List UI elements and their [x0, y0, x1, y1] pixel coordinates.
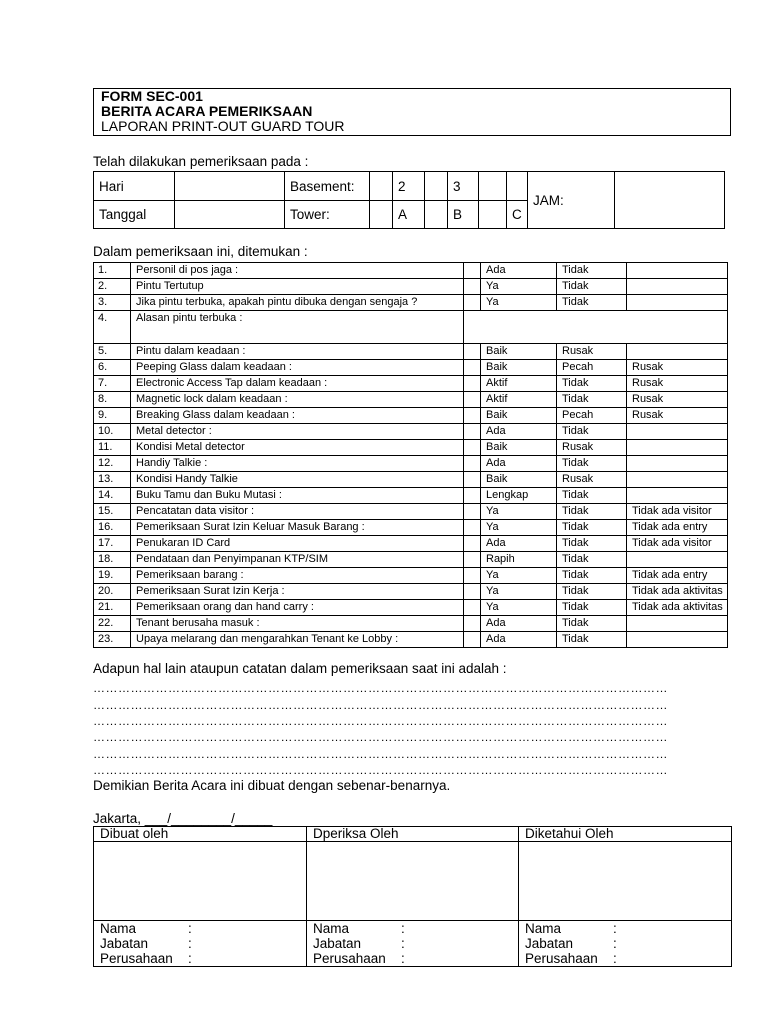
checklist-row — [94, 632, 728, 648]
note-line[interactable]: ………………………………………………………………………………………………………………………… — [93, 763, 668, 777]
checklist-number: 8. — [94, 392, 131, 408]
checklist-option-3[interactable]: Tidak ada visitor — [627, 504, 728, 520]
checklist-option-2[interactable]: Tidak — [557, 376, 627, 392]
checklist-option-3[interactable]: Tidak ada entry — [627, 520, 728, 536]
note-line[interactable]: ………………………………………………………………………………………………………………………… — [93, 698, 668, 712]
checklist-option-2[interactable]: Tidak — [557, 263, 627, 279]
checklist-check-box[interactable] — [464, 456, 481, 472]
signature-field-perusahaan[interactable]: Perusahaan : — [519, 951, 732, 967]
note-line[interactable]: ………………………………………………………………………………………………………………………… — [93, 681, 668, 695]
checklist-number: 17. — [94, 536, 131, 552]
checklist-row — [94, 584, 728, 600]
checklist-option-1[interactable]: Ada — [481, 632, 557, 648]
checklist-number: 5. — [94, 344, 131, 360]
checklist-option-1[interactable]: Lengkap — [481, 488, 557, 504]
checklist-item: Electronic Access Tap dalam keadaan : — [131, 376, 464, 392]
checklist-option-2[interactable]: Rusak — [557, 344, 627, 360]
checklist-number: 11. — [94, 440, 131, 456]
checklist-number: 4. — [94, 311, 131, 344]
hari-field[interactable] — [175, 172, 285, 201]
checklist-item: Penukaran ID Card — [131, 536, 464, 552]
checklist-row — [94, 408, 728, 424]
checklist-check-box[interactable] — [464, 263, 481, 279]
basement-option-2: 2 — [393, 172, 425, 201]
checklist-item: Pintu Tertutup — [131, 279, 464, 295]
checklist-item: Jika pintu terbuka, apakah pintu dibuka dengan sengaja ? — [131, 295, 464, 311]
checklist-option-2[interactable]: Tidak — [557, 488, 627, 504]
checklist-item: Tenant berusaha masuk : — [131, 616, 464, 632]
checklist-check-box[interactable] — [464, 584, 481, 600]
checklist-number: 16. — [94, 520, 131, 536]
checklist-row — [94, 440, 728, 456]
checklist-option-2[interactable]: Tidak — [557, 295, 627, 311]
tower-option-c: C — [507, 201, 528, 229]
signature-field-jabatan[interactable]: Jabatan : — [519, 936, 732, 951]
checklist-option-3[interactable]: Tidak ada aktivitas — [627, 600, 728, 616]
checklist-check-box[interactable] — [464, 536, 481, 552]
tower-option-a: A — [393, 201, 425, 229]
signature-field-jabatan[interactable]: Jabatan : — [94, 936, 307, 951]
basement-label: Basement: — [285, 172, 370, 201]
checklist-check-box[interactable] — [464, 408, 481, 424]
checklist-item: Kondisi Metal detector — [131, 440, 464, 456]
checklist-option-3[interactable]: Tidak ada aktivitas — [627, 584, 728, 600]
checklist-option-3[interactable] — [627, 456, 728, 472]
checklist-check-box[interactable] — [464, 488, 481, 504]
signature-field-nama[interactable]: Nama : — [307, 921, 519, 937]
signature-header-acknowledged: Diketahui Oleh — [519, 827, 732, 842]
checklist-item: Peeping Glass dalam keadaan : — [131, 360, 464, 376]
checklist-number: 10. — [94, 424, 131, 440]
checklist-check-box[interactable] — [464, 440, 481, 456]
checklist-row — [94, 552, 728, 568]
checklist-number: 9. — [94, 408, 131, 424]
checklist-check-box[interactable] — [464, 616, 481, 632]
checklist-item: Alasan pintu terbuka : — [131, 311, 464, 344]
schedule-table — [93, 171, 725, 229]
checklist-number: 14. — [94, 488, 131, 504]
checklist-number: 21. — [94, 600, 131, 616]
checklist-check-box[interactable] — [464, 472, 481, 488]
signature-field-jabatan[interactable]: Jabatan : — [307, 936, 519, 951]
checklist-row — [94, 616, 728, 632]
checklist-reason-field[interactable] — [464, 311, 728, 344]
checklist-item: Personil di pos jaga : — [131, 263, 464, 279]
checklist-option-1[interactable]: Ada — [481, 263, 557, 279]
form-subtitle: LAPORAN PRINT-OUT GUARD TOUR — [101, 118, 345, 134]
note-line[interactable]: ………………………………………………………………………………………………………………………… — [93, 730, 668, 744]
note-line[interactable]: ………………………………………………………………………………………………………………………… — [93, 747, 668, 761]
closing-text: Demikian Berita Acara ini dibuat dengan sebenar-benarnya. — [93, 778, 451, 793]
checklist-option-3[interactable] — [627, 616, 728, 632]
checklist-check-box[interactable] — [464, 376, 481, 392]
checklist-item: Pemeriksaan Surat Izin Kerja : — [131, 584, 464, 600]
tanggal-label: Tanggal — [94, 201, 175, 229]
checklist-check-box[interactable] — [464, 392, 481, 408]
checklist-row — [94, 504, 728, 520]
checklist-option-1[interactable]: Ya — [481, 279, 557, 295]
checklist-item: Magnetic lock dalam keadaan : — [131, 392, 464, 408]
signature-area-checked[interactable] — [307, 842, 519, 921]
checklist-option-3[interactable]: Tidak ada visitor — [627, 536, 728, 552]
checklist-option-3[interactable]: Rusak — [627, 408, 728, 424]
checklist-number: 22. — [94, 616, 131, 632]
checklist-option-3[interactable] — [627, 344, 728, 360]
checklist-row — [94, 488, 728, 504]
checklist-item: Handiy Talkie : — [131, 456, 464, 472]
tower-check-a[interactable] — [425, 201, 448, 229]
signature-field-nama[interactable]: Nama : — [519, 921, 732, 937]
checklist-check-box[interactable] — [464, 552, 481, 568]
checklist-option-1[interactable]: Baik — [481, 472, 557, 488]
checklist-option-3[interactable] — [627, 472, 728, 488]
checklist-option-2[interactable]: Tidak — [557, 552, 627, 568]
checklist-row — [94, 311, 728, 344]
checklist-number: 19. — [94, 568, 131, 584]
checklist-option-1[interactable]: Ya — [481, 584, 557, 600]
checklist-option-2[interactable]: Tidak — [557, 600, 627, 616]
signature-table — [93, 826, 732, 967]
signature-area-acknowledged[interactable] — [519, 842, 732, 921]
checklist-option-2[interactable]: Pecah — [557, 408, 627, 424]
checklist-option-3[interactable] — [627, 440, 728, 456]
tower-option-b: B — [448, 201, 479, 229]
checklist-option-2[interactable]: Rusak — [557, 472, 627, 488]
checklist-item: Pencatatan data visitor : — [131, 504, 464, 520]
checklist-option-1[interactable]: Ya — [481, 504, 557, 520]
checklist-row — [94, 263, 728, 279]
checklist-option-2[interactable]: Rusak — [557, 440, 627, 456]
hari-label: Hari — [94, 172, 175, 201]
basement-check-2[interactable] — [425, 172, 448, 201]
checklist-option-1[interactable]: Aktif — [481, 392, 557, 408]
checklist-row — [94, 536, 728, 552]
checklist-check-box[interactable] — [464, 424, 481, 440]
signature-header-checked: Dperiksa Oleh — [307, 827, 519, 842]
checklist-number: 1. — [94, 263, 131, 279]
checklist-item: Pemeriksaan orang dan hand carry : — [131, 600, 464, 616]
checklist-check-box[interactable] — [464, 632, 481, 648]
checklist-check-box[interactable] — [464, 279, 481, 295]
checklist-row — [94, 520, 728, 536]
basement-option-3: 3 — [448, 172, 479, 201]
checklist-row — [94, 279, 728, 295]
signature-field-perusahaan[interactable]: Perusahaan : — [94, 951, 307, 967]
checklist-number: 13. — [94, 472, 131, 488]
checklist-option-2[interactable]: Tidak — [557, 632, 627, 648]
checklist-check-box[interactable] — [464, 295, 481, 311]
checklist-item: Pemeriksaan Surat Izin Keluar Masuk Barang : — [131, 520, 464, 536]
checklist-option-2[interactable]: Tidak — [557, 392, 627, 408]
checklist-option-3[interactable] — [627, 263, 728, 279]
checklist-check-box[interactable] — [464, 600, 481, 616]
tanggal-field[interactable] — [175, 201, 285, 229]
intro-text: Telah dilakukan pemeriksaan pada : — [93, 154, 309, 169]
checklist-option-1[interactable]: Ya — [481, 520, 557, 536]
checklist-check-box[interactable] — [464, 520, 481, 536]
checklist-option-3[interactable] — [627, 552, 728, 568]
checklist-item: Kondisi Handy Talkie — [131, 472, 464, 488]
checklist-option-1[interactable]: Ada — [481, 536, 557, 552]
basement-check-3[interactable] — [479, 172, 507, 201]
checklist-option-3[interactable]: Rusak — [627, 392, 728, 408]
checklist-number: 2. — [94, 279, 131, 295]
checklist-option-3[interactable] — [627, 488, 728, 504]
tower-check[interactable] — [370, 201, 393, 229]
checklist-option-3[interactable]: Rusak — [627, 376, 728, 392]
checklist-number: 20. — [94, 584, 131, 600]
checklist-option-1[interactable]: Baik — [481, 360, 557, 376]
checklist-option-1[interactable]: Baik — [481, 344, 557, 360]
findings-text: Dalam pemeriksaan ini, ditemukan : — [93, 244, 308, 259]
jam-label: JAM: — [528, 172, 615, 229]
checklist-number: 15. — [94, 504, 131, 520]
place-date[interactable]: Jakarta, ___/________/_____ — [93, 811, 273, 826]
checklist-option-1[interactable]: Ada — [481, 616, 557, 632]
checklist-option-2[interactable]: Tidak — [557, 584, 627, 600]
checklist-option-1[interactable]: Ya — [481, 568, 557, 584]
checklist-option-1[interactable]: Ya — [481, 600, 557, 616]
basement-check[interactable] — [370, 172, 393, 201]
checklist-option-1[interactable]: Ada — [481, 424, 557, 440]
basement-check-4[interactable] — [507, 172, 528, 201]
checklist-item: Pemeriksaan barang : — [131, 568, 464, 584]
checklist-option-3[interactable]: Tidak ada entry — [627, 568, 728, 584]
checklist-item: Breaking Glass dalam keadaan : — [131, 408, 464, 424]
checklist-number: 12. — [94, 456, 131, 472]
checklist-row — [94, 376, 728, 392]
checklist-item: Pendataan dan Penyimpanan KTP/SIM — [131, 552, 464, 568]
checklist-number: 7. — [94, 376, 131, 392]
checklist-item: Metal detector : — [131, 424, 464, 440]
checklist-row — [94, 344, 728, 360]
checklist-item: Pintu dalam keadaan : — [131, 344, 464, 360]
form-title: BERITA ACARA PEMERIKSAAN — [101, 103, 313, 119]
checklist-option-2[interactable]: Tidak — [557, 616, 627, 632]
checklist-option-1[interactable]: Ada — [481, 456, 557, 472]
checklist-row — [94, 456, 728, 472]
checklist-option-3[interactable] — [627, 279, 728, 295]
checklist-row — [94, 360, 728, 376]
checklist-option-2[interactable]: Tidak — [557, 279, 627, 295]
checklist-option-3[interactable] — [627, 424, 728, 440]
checklist-row — [94, 472, 728, 488]
checklist-option-2[interactable]: Tidak — [557, 504, 627, 520]
checklist-option-2[interactable]: Tidak — [557, 424, 627, 440]
checklist-option-1[interactable]: Baik — [481, 408, 557, 424]
checklist-option-1[interactable]: Baik — [481, 440, 557, 456]
checklist-row — [94, 295, 728, 311]
checklist-option-2[interactable]: Pecah — [557, 360, 627, 376]
checklist-item: Buku Tamu dan Buku Mutasi : — [131, 488, 464, 504]
checklist-number: 18. — [94, 552, 131, 568]
checklist-check-box[interactable] — [464, 504, 481, 520]
checklist-option-1[interactable]: Aktif — [481, 376, 557, 392]
checklist-check-box[interactable] — [464, 568, 481, 584]
signature-field-nama[interactable]: Nama : — [94, 921, 307, 937]
checklist-option-2[interactable]: Tidak — [557, 456, 627, 472]
checklist-number: 23. — [94, 632, 131, 648]
checklist-number: 6. — [94, 360, 131, 376]
jam-field[interactable] — [615, 172, 725, 229]
notes-text: Adapun hal lain ataupun catatan dalam pemeriksaan saat ini adalah : — [93, 661, 507, 676]
signature-field-perusahaan[interactable]: Perusahaan : — [307, 951, 519, 967]
checklist-item: Upaya melarang dan mengarahkan Tenant ke Lobby : — [131, 632, 464, 648]
checklist-number: 3. — [94, 295, 131, 311]
checklist-check-box[interactable] — [464, 344, 481, 360]
checklist-check-box[interactable] — [464, 360, 481, 376]
checklist-row — [94, 568, 728, 584]
checklist-row — [94, 600, 728, 616]
tower-check-b[interactable] — [479, 201, 507, 229]
checklist-option-1[interactable]: Ya — [481, 295, 557, 311]
tower-label: Tower: — [285, 201, 370, 229]
checklist-option-3[interactable] — [627, 295, 728, 311]
checklist-option-2[interactable]: Tidak — [557, 520, 627, 536]
checklist-row — [94, 424, 728, 440]
signature-header-created: Dibuat oleh — [94, 827, 307, 842]
checklist-option-1[interactable]: Rapih — [481, 552, 557, 568]
checklist-option-3[interactable] — [627, 632, 728, 648]
checklist-option-3[interactable]: Rusak — [627, 360, 728, 376]
form-code: FORM SEC-001 — [101, 88, 203, 104]
checklist-option-2[interactable]: Tidak — [557, 568, 627, 584]
note-line[interactable]: ………………………………………………………………………………………………………………………… — [93, 714, 668, 728]
checklist-row — [94, 392, 728, 408]
checklist-option-2[interactable]: Tidak — [557, 536, 627, 552]
form-header — [93, 88, 731, 136]
checklist-table — [93, 262, 728, 648]
signature-area-created[interactable] — [94, 842, 307, 921]
